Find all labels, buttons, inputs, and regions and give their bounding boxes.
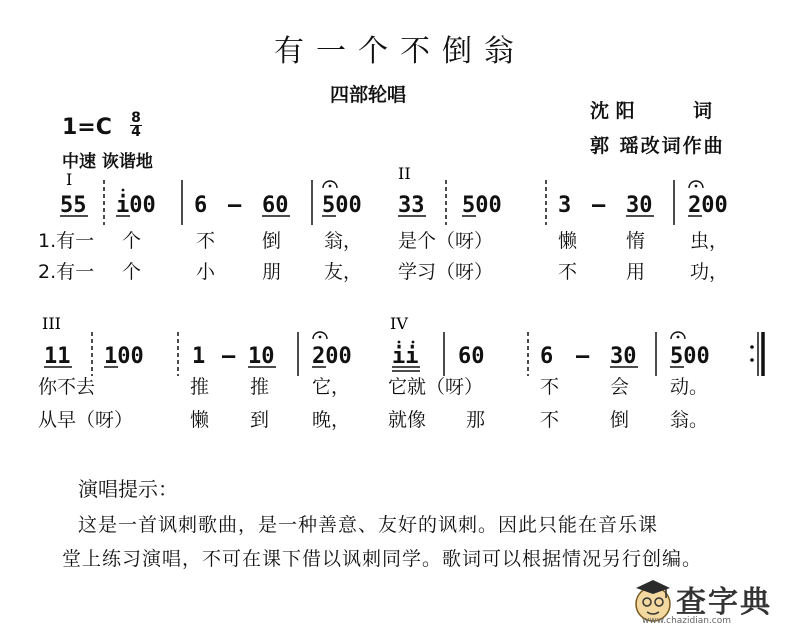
note-group: 55 [60, 193, 87, 218]
lyric: 到 [250, 409, 270, 431]
note-group: – [592, 193, 606, 218]
lyric: 晚， [312, 409, 351, 431]
note-group: 500 [462, 193, 502, 218]
lyric: 翁， [324, 230, 363, 252]
time-signature-bottom: 4 [131, 124, 141, 140]
watermark-text: 查字典 [676, 585, 772, 620]
lyric: 它， [312, 376, 351, 398]
lyric: 2.有一 [38, 261, 95, 283]
note-group: 1 [192, 344, 206, 369]
note-group: 6 [540, 344, 554, 369]
watermark-url: www.chazidian.com [642, 616, 732, 626]
lyric: 虫， [690, 230, 729, 252]
note-group: 200 [312, 344, 352, 369]
lyricist-role: 词 [693, 100, 713, 122]
lyric: 推 [250, 376, 270, 398]
lyric: 从早（呀） [38, 409, 134, 431]
section-mark-1: I [66, 170, 73, 189]
lyric: 动。 [670, 376, 709, 398]
composer-credit: 郭 瑶改词作曲 [590, 135, 725, 157]
note-group: 200 [688, 193, 728, 218]
lyric: 它就（呀） [388, 376, 484, 398]
note-group: 30 [626, 193, 653, 218]
note-group: i00 [116, 193, 156, 218]
lyric: 功， [690, 261, 729, 283]
lyric: 推 [190, 376, 210, 398]
note-group: 30 [610, 344, 637, 369]
time-signature-top: 8 [131, 110, 141, 126]
lyric: 不 [558, 261, 578, 283]
section-mark-2: II [398, 164, 411, 183]
note-group: 60 [458, 344, 485, 369]
lyric: 友， [324, 261, 363, 283]
lyric: 学习（呀） [398, 261, 494, 283]
lyric: 你不去 [38, 376, 96, 398]
note-group: 60 [262, 193, 289, 218]
tips-line-1: 这是一首讽刺歌曲，是一种善意、友好的讽刺。因此只能在音乐课 [78, 514, 659, 536]
lyric: 不 [540, 409, 560, 431]
section-mark-4: IV [390, 314, 408, 333]
note-group: 11 [44, 344, 71, 369]
note-group: 100 [104, 344, 144, 369]
lyric: 倒 [610, 409, 630, 431]
note-group: – [576, 344, 590, 369]
lyric: 用 [626, 261, 646, 283]
lyric: 懒 [558, 230, 578, 252]
lyric: 就像 [388, 409, 427, 431]
tips-heading: 演唱提示： [78, 477, 178, 501]
lyric: 那 [466, 409, 486, 431]
section-mark-3: III [42, 314, 61, 333]
lyric: 个 [122, 261, 142, 283]
tempo-marking: 中速 诙谐地 [62, 152, 153, 172]
lyric: 不 [196, 230, 216, 252]
note-group: 6 [194, 193, 208, 218]
note-group: 500 [322, 193, 362, 218]
lyric: 倒 [262, 230, 282, 252]
note-group: ii [392, 344, 419, 369]
lyricist-credit: 沈 阳 [590, 100, 635, 122]
lyric: 1.有一 [38, 230, 95, 252]
note-group: – [228, 193, 242, 218]
note-group: 500 [670, 344, 710, 369]
page-title: 有一个不倒翁 [274, 34, 526, 69]
tips-line-2: 堂上练习演唱，不可在课下借以讽刺同学。歌词可以根据情况另行创编。 [62, 548, 703, 570]
lyric: 懒 [190, 409, 210, 431]
note-group: – [222, 344, 236, 369]
subtitle: 四部轮唱 [330, 84, 407, 106]
lyric: 个 [122, 230, 142, 252]
lyric: 会 [610, 376, 630, 398]
note-group: 33 [398, 193, 425, 218]
note-group: 10 [248, 344, 275, 369]
lyric: 翁。 [670, 409, 709, 431]
lyric: 小 [196, 261, 216, 283]
lyric: 惰 [626, 230, 646, 252]
lyric: 是个（呀） [398, 230, 494, 252]
key-signature: 1=C [62, 115, 112, 140]
lyric: 不 [540, 376, 560, 398]
note-group: 3 [558, 193, 572, 218]
lyric: 朋 [262, 261, 282, 283]
